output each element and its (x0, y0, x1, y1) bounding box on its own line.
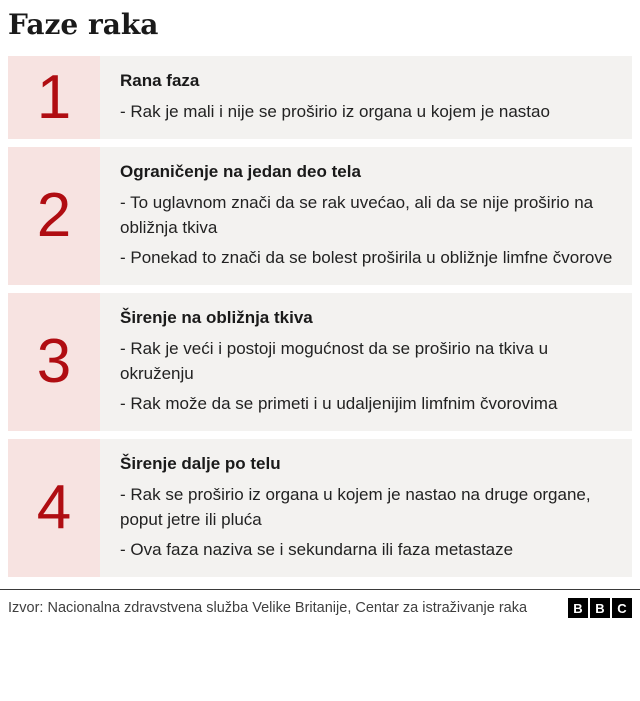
footer (0, 590, 640, 618)
bbc-logo-block-b2: B (590, 598, 610, 618)
stage-point: - Ponekad to znači da se bolest proširila u obližnje limfne čvorove (120, 247, 613, 267)
stages-list (8, 56, 632, 577)
stage-heading: Širenje dalje po telu (120, 454, 281, 474)
stage-content (100, 56, 632, 139)
stage-row-2 (8, 147, 632, 285)
stage-heading: Širenje na obližnja tkiva (120, 308, 313, 328)
stage-number-badge: 1 (8, 56, 100, 139)
stage-row-4 (8, 439, 632, 577)
stage-point: - Ova faza naziva se i sekundarna ili faza metastaze (120, 540, 514, 560)
source-attribution: Izvor: Nacionalna zdravstvena služba Velike Britanije, Centar za istraživanje raka (8, 599, 528, 616)
stage-number-badge: 4 (8, 439, 100, 577)
stage-point: - To uglavnom znači da se rak uvećao, ali da se nije proširio na obližnja tkiva (120, 192, 594, 237)
page-title: Faze raka (8, 8, 159, 41)
stage-heading: Ograničenje na jedan deo tela (120, 161, 361, 181)
bbc-logo-block-b1: B (568, 598, 588, 618)
stage-point: - Rak je mali i nije se proširio iz organa u kojem je nastao (120, 101, 550, 121)
stage-number-badge: 3 (8, 293, 100, 431)
stage-point: - Rak se proširio iz organa u kojem je nastao na druge organe, poput jetre ili pluća (120, 484, 591, 529)
stage-row-3 (8, 293, 632, 431)
bbc-logo (568, 598, 632, 618)
stage-number-badge: 2 (8, 147, 100, 285)
stage-point: - Rak je veći i postoji mogućnost da se proširio na tkiva u okruženju (120, 338, 549, 383)
stage-point: - Rak može da se primeti i u udaljenijim limfnim čvorovima (120, 394, 558, 414)
stage-heading: Rana faza (120, 71, 200, 91)
stage-content (100, 439, 632, 577)
bbc-logo-block-c: C (612, 598, 632, 618)
header (0, 0, 640, 56)
stage-content (100, 293, 632, 431)
stage-content (100, 147, 632, 285)
stage-row-1 (8, 56, 632, 139)
